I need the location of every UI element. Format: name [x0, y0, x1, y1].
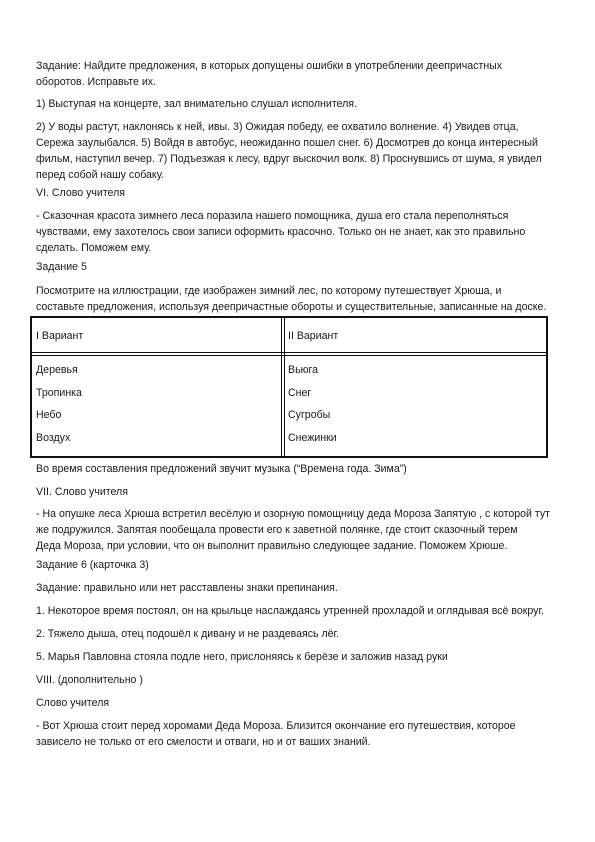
task-6-sentence-5: 5. Марья Павловна стояла подле него, прислоняясь к берёзе и заложив назад руки [36, 651, 448, 663]
task-6-instruction: Задание: правильно или нет расставлены знаки препинания. [36, 582, 338, 594]
music-note: Во время составления предложений звучит музыка (“Времена года. Зима”) [36, 463, 407, 475]
table-divider [281, 318, 282, 456]
table-cell: Тропинка [36, 387, 82, 399]
words-table [30, 316, 548, 458]
section-viii-heading: VIII. (дополнительно ) [36, 674, 143, 686]
table-cell: Деревья [36, 364, 78, 376]
table-cell: Небо [36, 409, 62, 421]
task-6-sentence-1: 1. Некоторое время постоял, он на крыльце наслаждаясь утренней прохладой и оглядывая всё вокруг. [36, 605, 544, 617]
table-cell: Сугробы [288, 409, 331, 421]
table-divider [32, 352, 546, 353]
teacher-word-vii: - На опушке леса Хрюша встретил весёлую и озорную помощницу деда Мороза Запятую , с которой тут же подружился. Запятая пообещала провести его к заветной полянке, где стоит сказочный терем Деда Мороза, при условии, что он выполнит правильно следующее задание. Поможем Хрюше. [36, 508, 551, 552]
teacher-word-heading: Слово учителя [36, 697, 110, 709]
sentence-1: 1) Выступая на концерте, зал внимательно слушал исполнителя. [36, 98, 357, 110]
table-cell: Снежинки [288, 432, 337, 444]
task-5-heading: Задание 5 [36, 261, 87, 273]
teacher-word-viii: - Вот Хрюша стоит перед хоромами Деда Мороза. Близится окончание его путешествия, которое зависело не только от его смелости и отваги, но и от ваших знаний. [36, 720, 516, 748]
table-divider [284, 318, 285, 456]
table-divider [32, 355, 546, 356]
section-vi-heading: VI. Слово учителя [36, 187, 126, 199]
task-6-sentence-2: 2. Тяжело дыша, отец подошёл к дивану и не раздеваясь лёг. [36, 628, 340, 640]
task-instruction: Задание: Найдите предложения, в которых допущены ошибки в употреблении деепричастных оборотов. Исправьте их. [36, 60, 503, 88]
teacher-word-vi: - Сказочная красота зимнего леса поразила нашего помощника, душа его стала переполняться чувствами, ему захотелось свои записи оформить красочно. Только он не знает, как это правильно сделать. Поможем ему. [36, 210, 526, 254]
sentences-2-8: 2) У воды растут, наклонясь к ней, ивы. 3) Ожидая победу, ее охватило волнение. 4) Увидев отца, Сережа заулыбался. 5) Войдя в автобус, неожиданно пошел снег. 6) Досмотрев до конца интересный фильм, наступил вечер. 7) Подъезжая к лесу, вдруг выскочил волк. 8) Проснувшись от шума, я увидел перед собой нашу собаку. [36, 121, 542, 181]
table-header-variant-1: I Вариант [36, 330, 84, 342]
section-vii-heading: VII. Слово учителя [36, 486, 128, 498]
task-6-heading: Задание 6 (карточка 3) [36, 559, 149, 571]
table-cell: Вьюга [288, 364, 319, 376]
table-cell: Воздух [36, 432, 71, 444]
table-header-variant-2: II Вариант [288, 330, 339, 342]
task-5-instruction: Посмотрите на иллюстрации, где изображен зимний лес, по которому путешествует Хрюша, и составьте предложения, используя деепричастные обороты и существительные, записанные на доске. [36, 285, 547, 313]
table-cell: Снег [288, 387, 312, 399]
